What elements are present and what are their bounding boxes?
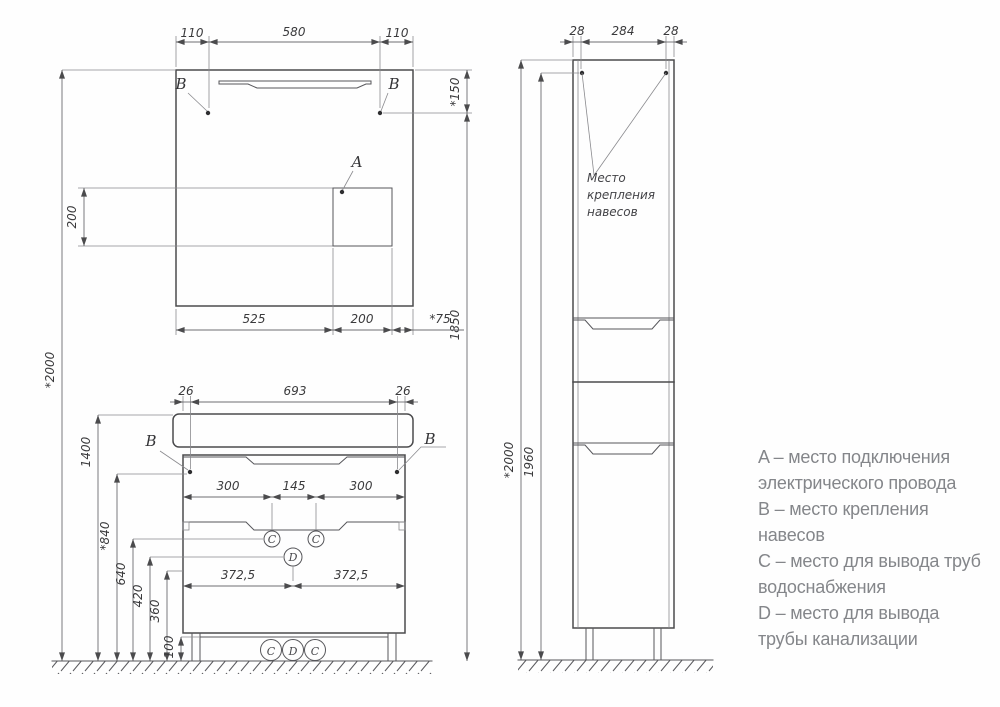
tall-cabinet-side-view	[573, 60, 674, 659]
dim-label: 100	[162, 635, 176, 659]
dim-label: 300	[349, 479, 373, 493]
dim-label: 640	[114, 562, 128, 586]
dim-label: 200	[350, 312, 374, 326]
mirror-bottom-dimensions	[176, 248, 464, 335]
dim-label: 110	[385, 26, 409, 40]
hanger-dot	[378, 111, 382, 115]
leader-line	[582, 73, 594, 175]
dim-label: 420	[131, 584, 145, 608]
leader-line	[381, 93, 388, 111]
legend	[758, 444, 990, 652]
outlet-letter: C	[311, 533, 321, 546]
dim-label: 145	[282, 479, 306, 493]
mounting-note-line: крепления	[587, 188, 656, 202]
right-height-dimensions	[383, 70, 472, 661]
mirror-top-dimensions	[176, 25, 413, 108]
tall-cabinet-outline	[573, 60, 674, 628]
leader-dot	[340, 190, 344, 194]
point-b-label: B	[145, 432, 157, 450]
legend-line: B – место крепления	[758, 499, 929, 519]
tall-height-dimensions	[502, 60, 579, 660]
cabinet-top-groove	[183, 457, 405, 464]
dim-label: 28	[569, 24, 585, 38]
mirror-lamp	[219, 81, 371, 88]
legend-line: навесов	[758, 525, 825, 545]
dim-label: 372,5	[333, 568, 369, 582]
drain-position-dimensions	[183, 566, 405, 586]
legend-line: электрического провода	[758, 473, 957, 493]
drawer-groove	[183, 522, 405, 530]
tall-top-dimensions	[560, 24, 687, 69]
electrical-connection-area	[333, 188, 392, 246]
dim-label: 300	[216, 479, 240, 493]
legend-line: трубы канализации	[758, 629, 918, 649]
legend-line: D – место для вывода	[758, 603, 940, 623]
mirror-front-view	[78, 70, 413, 306]
outlet-letter: C	[266, 645, 276, 658]
band-dimension	[65, 188, 84, 246]
legend-line: C – место для вывода труб	[758, 551, 981, 571]
dim-label: 1850	[448, 309, 462, 341]
legend-line: водоснабжения	[758, 577, 886, 597]
vanity-top-dimensions	[170, 384, 418, 469]
dim-label: *2000	[43, 351, 57, 389]
dim-label: 28	[663, 24, 679, 38]
hanger-dot	[395, 470, 399, 474]
outlet-letter: C	[310, 645, 320, 658]
dim-label: 110	[180, 26, 204, 40]
washbasin	[173, 414, 413, 447]
hanger-dot	[206, 111, 210, 115]
mounting-note-line: Место	[587, 171, 626, 185]
leader-line	[399, 447, 446, 470]
dim-label: 284	[611, 24, 635, 38]
handle-groove	[573, 320, 674, 329]
leader-line	[595, 73, 666, 174]
point-b-label: B	[388, 75, 400, 93]
dim-label: 360	[148, 599, 162, 623]
panel-edge	[399, 522, 405, 530]
dim-label: 693	[283, 384, 307, 398]
dim-label: 1960	[522, 446, 536, 478]
vanity-front-view	[144, 414, 446, 661]
dim-label: *150	[448, 77, 462, 107]
point-b-label: B	[424, 430, 436, 448]
hanger-dot	[188, 470, 192, 474]
outlet-letter: D	[288, 645, 298, 658]
dim-label: 26	[395, 384, 411, 398]
mounting-note-line: навесов	[587, 205, 638, 219]
dim-label: 372,5	[220, 568, 256, 582]
outlet-letter: C	[267, 533, 277, 546]
leader-line	[188, 93, 207, 111]
panel-edge	[183, 522, 189, 530]
dim-label: *2000	[502, 441, 516, 479]
dim-label: 525	[242, 312, 266, 326]
point-a-label: A	[351, 153, 363, 171]
dim-label: 200	[65, 205, 79, 229]
ground-left	[52, 661, 432, 674]
dim-label: *840	[98, 521, 112, 551]
legend-line: A – место подключения	[758, 447, 950, 467]
handle-groove	[573, 445, 674, 454]
dim-label: 26	[178, 384, 194, 398]
dim-label: *75	[429, 312, 451, 326]
ground-right	[518, 660, 713, 673]
dim-label: 1400	[79, 436, 93, 468]
point-b-label: B	[175, 75, 187, 93]
leader-line	[160, 451, 188, 470]
dim-label: 580	[282, 25, 306, 39]
outlet-letter: D	[288, 551, 298, 564]
